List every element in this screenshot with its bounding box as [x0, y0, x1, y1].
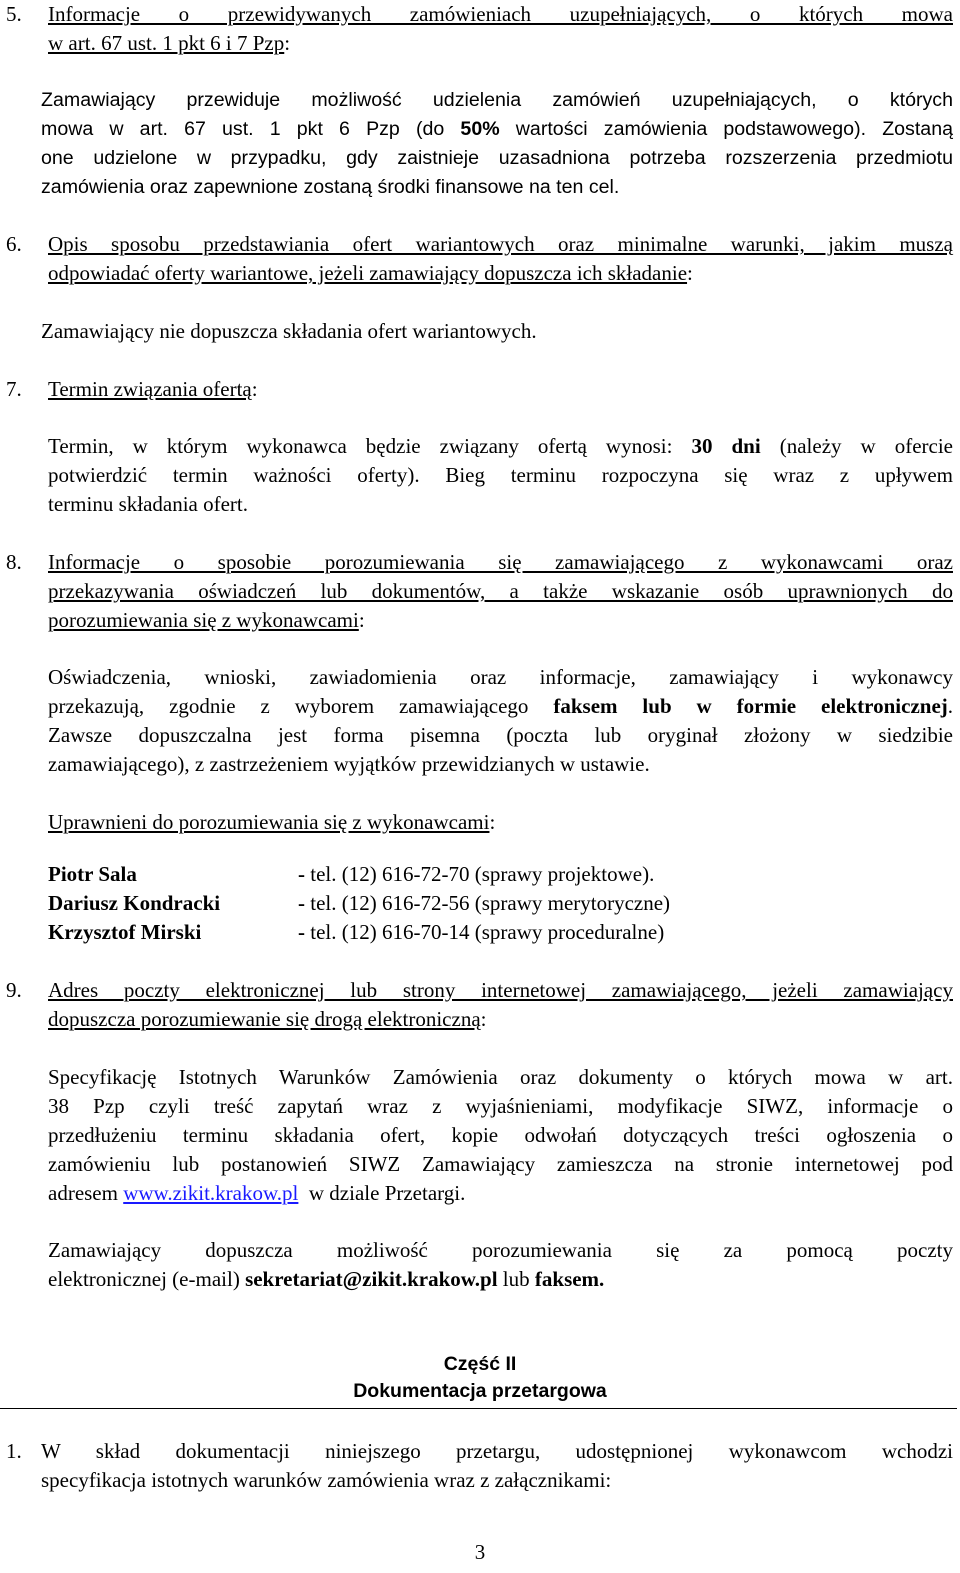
section-paragraph: Specyfikację Istotnych Warunków Zamówienia oraz dokumenty o których mowa w art. 38 Pzp czyli treść zapytań wraz z wyjaśnieniami, modyfikacje SIWZ, informacje o przedłużeniu terminu składania ofert, kopie odwołań dotyczących treści ogłoszenia o zamówieniu lub postanowień SIWZ Zamawiający zamieszcza na stronie internetowej pod adresem www.zikit.krakow.pl w dziale Przetargi. [48, 1065, 953, 1205]
section-heading: Informacje o sposobie porozumiewania się zamawiającego z wykonawcami oraz przekazywania oświadczeń lub dokumentów, a także wskazanie osób uprawnionych do porozumiewania się z wykonawcami: [48, 550, 953, 632]
section-paragraph: Termin, w którym wykonawca będzie związany ofertą wynosi: 30 dni (należy w ofercie potwierdzić termin ważności oferty). Bieg terminu rozpoczyna się wraz z upływem terminu składania ofert. [48, 434, 954, 516]
section-paragraph: Zamawiający dopuszcza możliwość porozumiewania się za pomocą poczty elektronicznej (e-mail) sekretariat@zikit.krakow.pl lub faksem. [48, 1238, 953, 1291]
section-paragraph: W skład dokumentacji niniejszego przetargu, udostępnionej wykonawcom wchodzi specyfikacja istotnych warunków zamówienia wraz z załącznikami: [41, 1439, 953, 1492]
contact-row: Piotr Sala - tel. (12) 616-72-70 (sprawy projektowe). [48, 862, 655, 886]
contact-row: Krzysztof Mirski - tel. (12) 616-70-14 (sprawy proceduralne) [48, 920, 665, 944]
authorized-persons-heading: Uprawnieni do porozumiewania się z wykonawcami: [48, 810, 496, 834]
section-heading: Termin związania ofertą: [48, 377, 258, 401]
section-number: 5. [6, 2, 22, 26]
section-heading: Adres poczty elektronicznej lub strony internetowej zamawiającego, jeżeli zamawiający dopuszcza porozumiewanie się drogą elektroniczną: [48, 978, 953, 1031]
page-number: 3 [474, 1540, 486, 1564]
section-heading: Informacje o przewidywanych zamówieniach uzupełniających, o których mowa w art. 67 ust. 1 pkt 6 i 7 Pzp: [48, 2, 953, 55]
section-number: 9. [6, 978, 22, 1002]
section-heading: Opis sposobu przedstawiania ofert wariantowych oraz minimalne warunki, jakim muszą odpowiadać oferty wariantowe, jeżeli zamawiający dopuszcza ich składanie: [48, 232, 953, 285]
email-address: sekretariat@zikit.krakow.pl [245, 1267, 498, 1291]
contact-row: Dariusz Kondracki - tel. (12) 616-72-56 (sprawy merytoryczne) [48, 891, 671, 915]
zikit-website-link[interactable]: www.zikit.krakow.pl [123, 1181, 299, 1205]
section-paragraph: Zamawiający nie dopuszcza składania ofert wariantowych. [41, 319, 537, 343]
section-number: 1. [6, 1439, 22, 1463]
horizontal-rule [0, 1408, 957, 1409]
part-subtitle: Dokumentacja przetargowa [353, 1380, 607, 1402]
section-number: 7. [6, 377, 22, 401]
section-paragraph: Oświadczenia, wnioski, zawiadomienia oraz informacje, zamawiający i wykonawcy przekazują, zgodnie z wyborem zamawiającego faksem lub w formie elektronicznej. Zawsze dopuszczalna jest forma pisemna (poczta lub oryginał złożony w siedzibie zamawiającego), z zastrzeżeniem wyjątków przewidzianych w ustawie. [48, 665, 954, 776]
section-paragraph: Zamawiający przewiduje możliwość udzielenia zamówień uzupełniających, o których mowa w art. 67 ust. 1 pkt 6 Pzp (do 50% wartości zamówienia podstawowego). Zostaną one udzielone w przypadku, gdy zaistnieje uzasadniona potrzeba rozszerzenia przedmiotu zamówienia oraz zapewnione zostaną środki finansowe na ten cel. [41, 89, 953, 198]
section-number: 8. [6, 550, 22, 574]
part-title: Część II [443, 1353, 517, 1375]
section-number: 6. [6, 232, 22, 256]
